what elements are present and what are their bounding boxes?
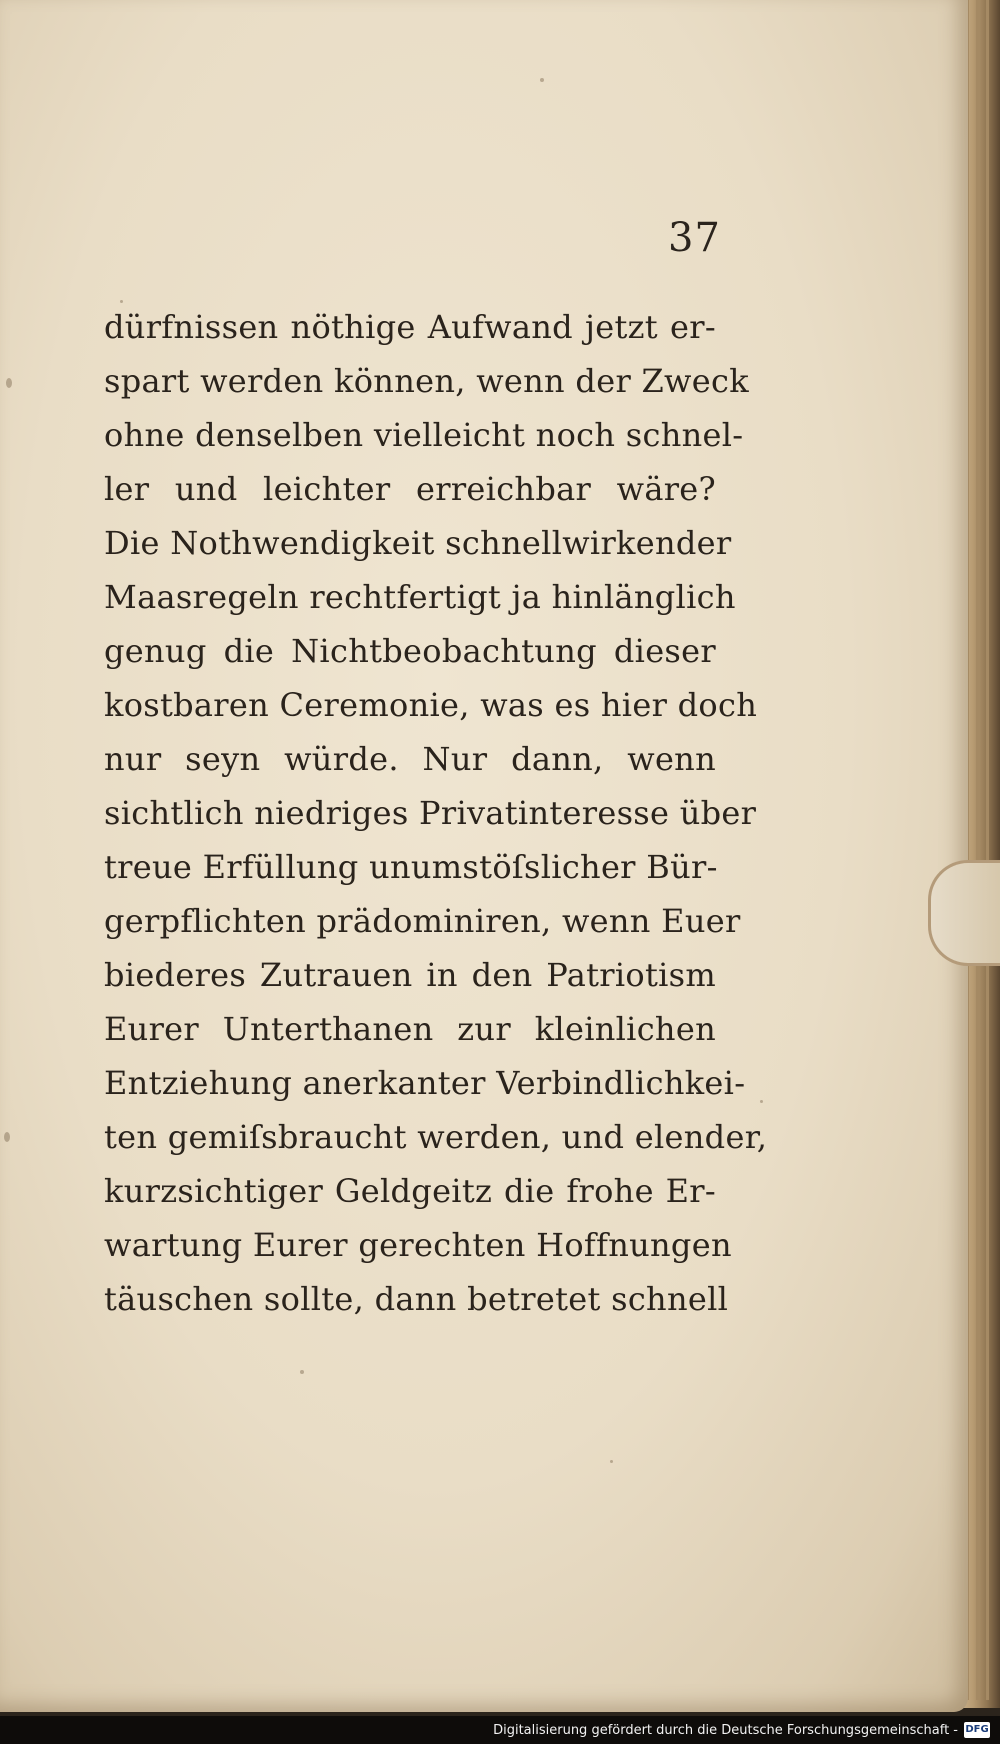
- paper-speck: [6, 378, 12, 388]
- paper-speck: [4, 1132, 10, 1142]
- text-line: spart werden können, wenn der Zweck: [104, 362, 749, 400]
- paper-speck: [540, 78, 544, 82]
- edge-line: [986, 0, 989, 1700]
- paper-speck: [610, 1460, 613, 1463]
- edge-line: [976, 0, 979, 1700]
- body-text: [104, 300, 768, 1326]
- text-line: treue Erfüllung unumstöſslicher Bür-: [104, 848, 718, 886]
- text-line: sichtlich niedriges Privatinteresse über: [104, 794, 757, 832]
- page-number: 37: [668, 215, 721, 261]
- text-line: ten gemiſsbraucht werden, und elender,: [104, 1118, 768, 1156]
- text-line: Maasregeln rechtfertigt ja hinlänglich: [104, 578, 736, 616]
- text-line: kostbaren Ceremonie, was es hier doch: [104, 686, 758, 724]
- text-line: biederes Zutrauen in den Patriotism: [104, 956, 716, 994]
- text-line: wartung Eurer gerechten Hoffnungen: [104, 1226, 732, 1264]
- thumb-index-tab: [928, 860, 1000, 966]
- text-line: genug die Nichtbeobachtung dieser: [104, 632, 716, 670]
- text-line: Eurer Unterthanen zur kleinlichen: [104, 1010, 716, 1048]
- text-line: dürfnissen nöthige Aufwand jetzt er-: [104, 308, 716, 346]
- text-line: ohne denselben vielleicht noch schnel-: [104, 416, 744, 454]
- text-line: nur seyn würde. Nur dann, wenn: [104, 740, 716, 778]
- text-line: ler und leichter erreichbar wäre?: [104, 470, 716, 508]
- text-line: Entziehung anerkanter Verbindlichkei-: [104, 1064, 746, 1102]
- text-line: gerpflichten prädominiren, wenn Euer: [104, 902, 741, 940]
- funding-credit: Digitalisierung gefördert durch die Deutsche Forschungsgemeinschaft -: [493, 1723, 958, 1738]
- paper-speck: [300, 1370, 304, 1374]
- dfg-logo: DFG: [964, 1722, 990, 1738]
- text-line: Die Nothwendigkeit schnellwirkender: [104, 524, 732, 562]
- text-line: täuschen sollte, dann betretet schnell: [104, 1280, 729, 1318]
- text-line: kurzsichtiger Geldgeitz die frohe Er-: [104, 1172, 716, 1210]
- paper-speck: [760, 1100, 763, 1103]
